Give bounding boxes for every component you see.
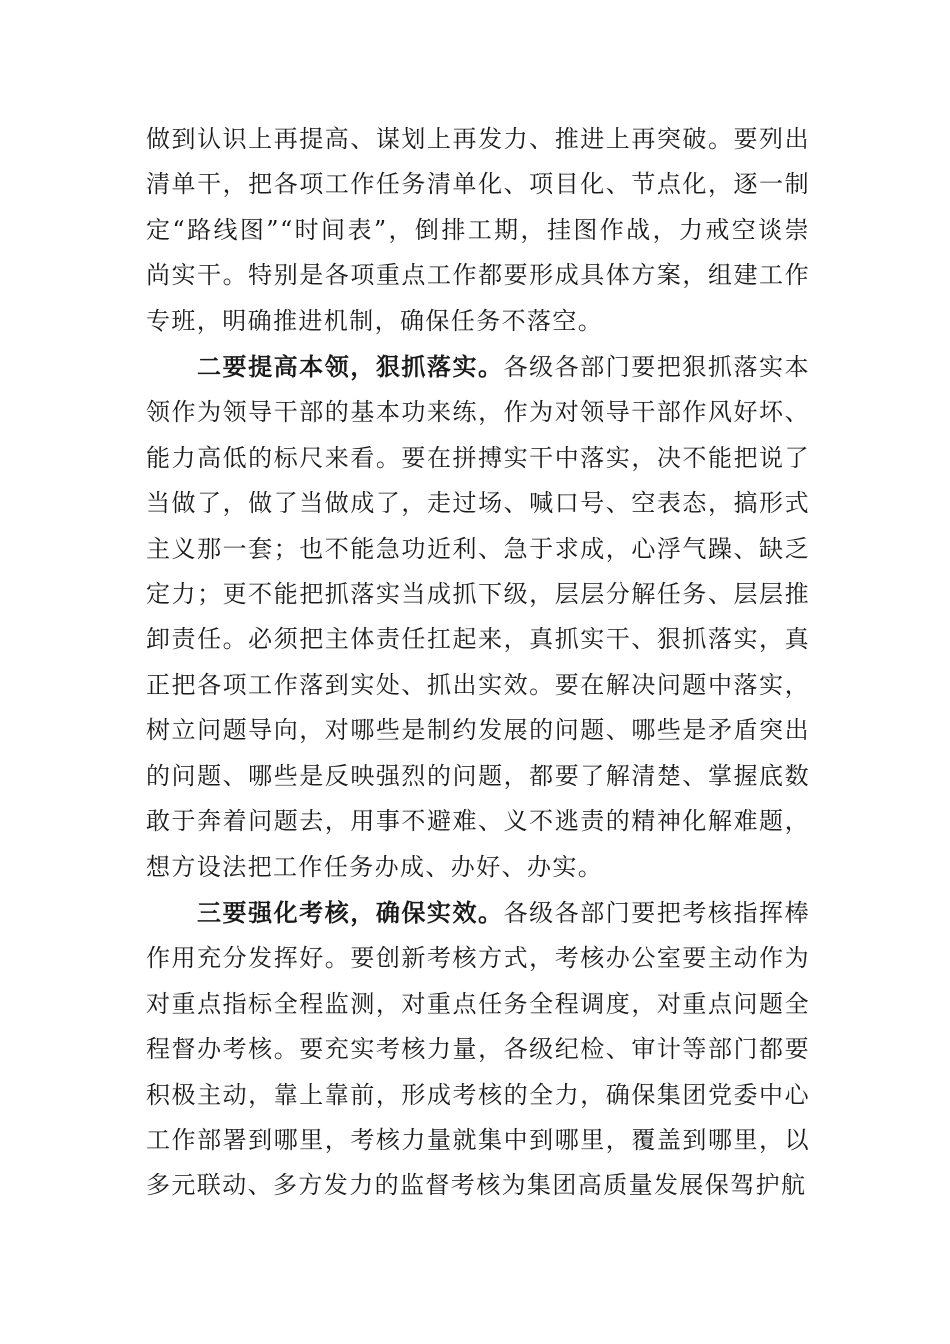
paragraph-3 bbox=[146, 890, 810, 1209]
paragraph-2-heading: 二要提高本领，狠抓落实。 bbox=[197, 352, 504, 382]
document-body bbox=[146, 117, 810, 1209]
paragraph-2-text: 各级各部门要把狠抓落实本领作为领导干部的基本功来练，作为对领导干部作风好坏、能力高低的标尺来看。要在拼搏实干中落实，决不能把说了当做了，做了当做成了，走过场、喊口号、空表态，搞形式主义那一套；也不能急功近利、急于求成，心浮气躁、缺乏定力；更不能把抓落实当成抓下级，层层分解任务、层层推卸责任。必须把主体责任扛起来，真抓实干、狠抓落实，真正把各项工作落到实处、抓出实效。要在解决问题中落实，树立问题导向，对哪些是制约发展的问题、哪些是矛盾突出的问题、哪些是反映强烈的问题，都要了解清楚、掌握底数敢于奔着问题去，用事不避难、义不逃责的精神化解难题，想方设法把工作任务办成、办好、办实。 bbox=[146, 353, 810, 881]
paragraph-3-text: 各级各部门要把考核指挥棒作用充分发挥好。要创新考核方式，考核办公室要主动作为对重点指标全程监测，对重点任务全程调度，对重点问题全程督办考核。要充实考核力量，各级纪检、审计等部门都要积极主动，靠上靠前，形成考核的全力，确保集团党委中心工作部署到哪里，考核力量就集中到哪里，覆盖到哪里，以多元联动、多方发力的监督考核为集团高质量发展保驾护航 bbox=[146, 898, 810, 1200]
paragraph-2 bbox=[146, 344, 810, 890]
paragraph-3-heading: 三要强化考核，确保实效。 bbox=[197, 897, 504, 927]
paragraph-1-text: 做到认识上再提高、谋划上再发力、推进上再突破。要列出清单干，把各项工作任务清单化、项目化、节点化，逐一制定“路线图”“时间表”，倒排工期，挂图作战，力戒空谈崇尚实干。特别是各项重点工作都要形成具体方案，组建工作专班，明确推进机制，确保任务不落空。 bbox=[146, 125, 810, 335]
paragraph-1 bbox=[146, 117, 810, 344]
